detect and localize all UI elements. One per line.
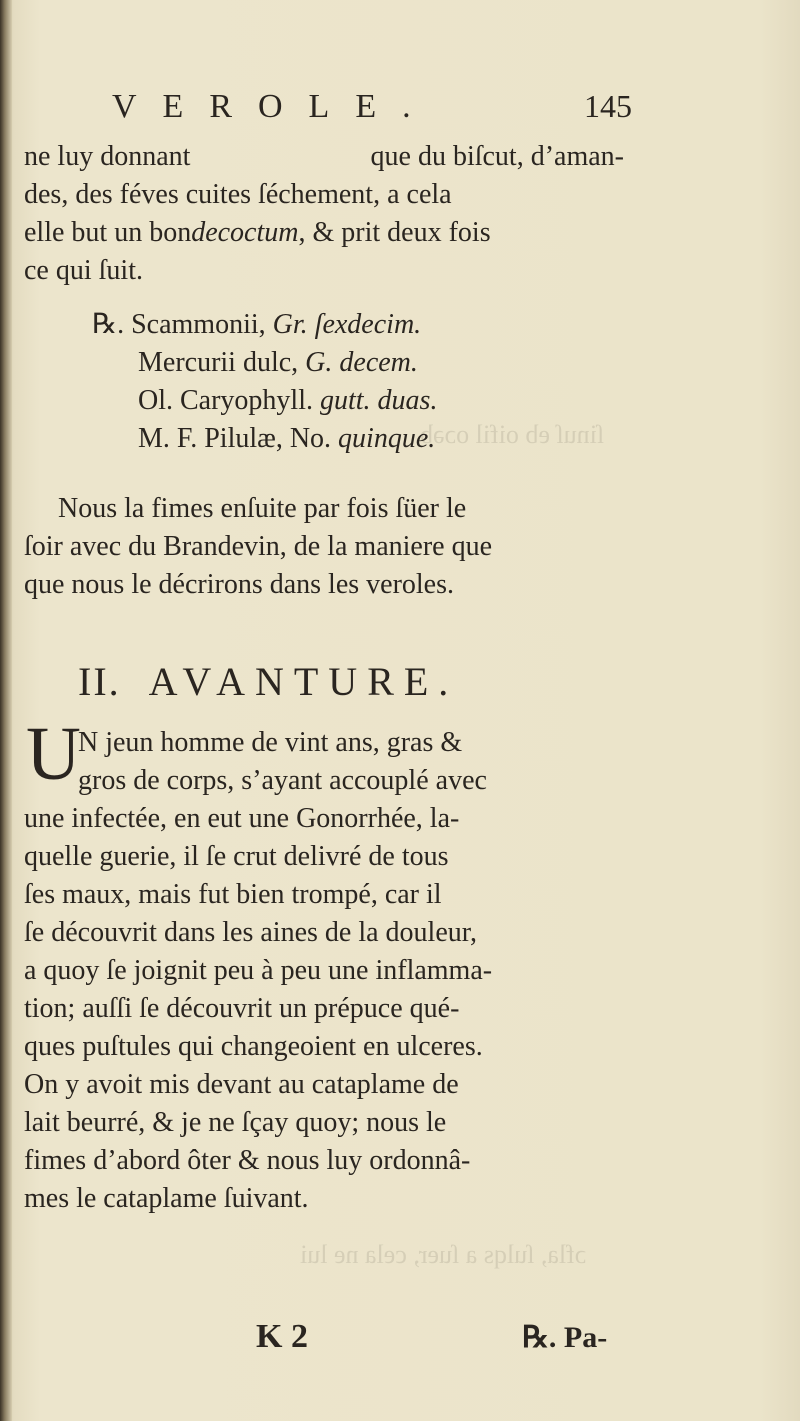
show-through-text: ſinuſ eb oifil oɔəb bbox=[420, 420, 605, 449]
drop-cap: U bbox=[26, 712, 81, 796]
text-line: elle but un bon decoctum , & prit deux fois bbox=[24, 217, 491, 248]
section-heading bbox=[78, 658, 458, 705]
signature-mark: K 2 bbox=[256, 1318, 308, 1355]
prescription bbox=[92, 306, 552, 458]
section-number: II. bbox=[78, 659, 121, 704]
page-number: 145 bbox=[584, 88, 632, 124]
prescription-line: ℞. Scammonii, Gr. ſexdecim. bbox=[92, 309, 422, 340]
section-title: AVANTURE. bbox=[148, 659, 459, 704]
text-line: ne luy donnant que du biſcut, d’aman- bbox=[24, 141, 624, 172]
binding-gutter bbox=[0, 0, 12, 1421]
text-line: On y avoit mis devant au cataplame de bbox=[24, 1069, 459, 1100]
text-line: lait beurré, & je ne ſçay quoy; nous le bbox=[24, 1107, 447, 1138]
paragraph-1 bbox=[24, 138, 624, 290]
page-footer bbox=[0, 1318, 800, 1362]
text-line: ce qui ſuit. bbox=[24, 255, 143, 286]
text-line: quelle guerie, il ſe crut delivré de tous bbox=[24, 841, 449, 872]
prescription-line: M. F. Pilulæ, No. quinque. bbox=[138, 423, 436, 454]
text-line: ſe découvrit dans les aines de la douleur, bbox=[24, 917, 477, 948]
text-line: tion; auſſi ſe découvrit un prépuce qué- bbox=[24, 993, 460, 1024]
paragraph-3 bbox=[24, 724, 620, 1218]
text-line: a quoy ſe joignit peu à peu une inflamma- bbox=[24, 955, 493, 986]
catchword: ℞. Pa- bbox=[522, 1321, 608, 1354]
running-title: VEROLE. bbox=[112, 88, 437, 125]
running-header bbox=[112, 88, 632, 132]
text-line: ques puſtules qui changeoient en ulceres. bbox=[24, 1031, 483, 1062]
paragraph-2 bbox=[24, 490, 616, 604]
prescription-line: Mercurii dulc, G. decem. bbox=[138, 347, 418, 378]
text-line: une infectée, en eut une Gonorrhée, la- bbox=[24, 803, 460, 834]
text-line: fimes d’abord ôter & nous luy ordonnâ- bbox=[24, 1145, 471, 1176]
text-line: Nous la fimes enſuite par fois ſüer le bbox=[58, 493, 467, 524]
text-line: N jeun homme de vint ans, gras & bbox=[78, 727, 463, 758]
text-line: ſes maux, mais fut bien trompé, car il bbox=[24, 879, 442, 910]
text-line: gros de corps, s’ayant accouplé avec bbox=[78, 765, 487, 796]
text-line: ſoir avec du Brandevin, de la maniere que bbox=[24, 531, 493, 562]
show-through-text: ɔfla, ſulqs a ſuer, cela ne lui bbox=[300, 1240, 587, 1269]
text-line: mes le cataplame ſuivant. bbox=[24, 1183, 309, 1214]
text-line: des, des féves cuites ſéchement, a cela bbox=[24, 179, 452, 210]
text-line: que nous le décrirons dans les veroles. bbox=[24, 569, 454, 600]
prescription-line: Ol. Caryophyll. gutt. duas. bbox=[138, 385, 438, 416]
